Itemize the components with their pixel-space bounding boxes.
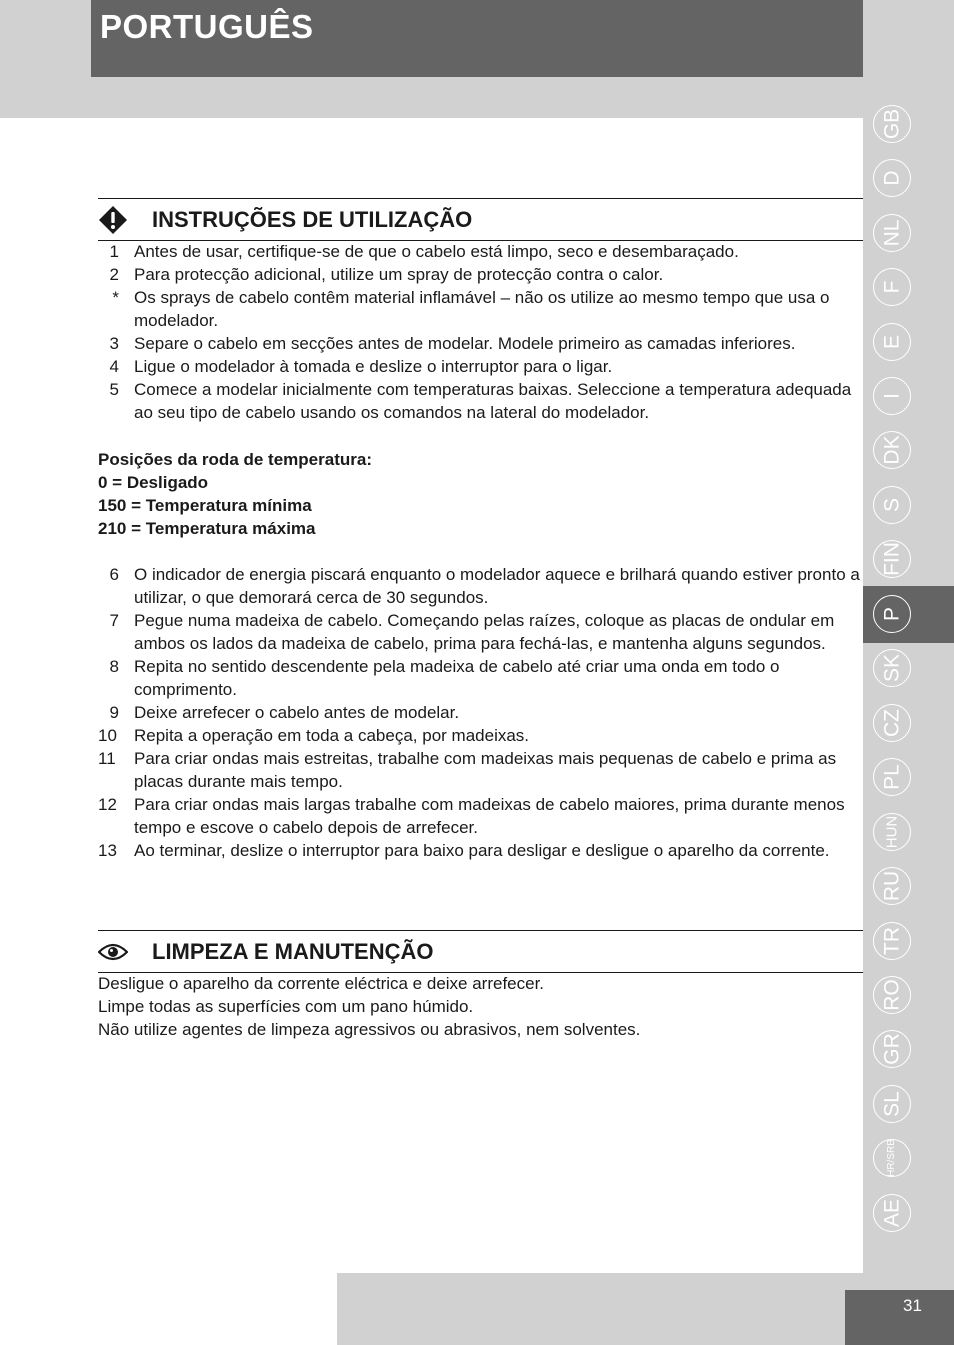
lang-tab-i[interactable] <box>873 377 911 415</box>
temperature-max: 210 = Temperatura máxima <box>98 519 316 538</box>
warning-icon <box>98 205 128 235</box>
eye-icon <box>98 941 128 963</box>
list-item: * Os sprays de cabelo contêm material inflamável – não os utilize ao mesmo tempo que usa o modelador. <box>112 288 830 330</box>
lang-label: E <box>880 334 904 350</box>
cleaning-heading <box>98 939 434 965</box>
lang-label: D <box>880 170 904 186</box>
list-item: 7 Pegue numa madeixa de cabelo. Começando pelas raízes, coloque as placas de ondular em ambos os lados da madeixa de cabelo, prima para fechá-las, e mantenha alguns segundos. <box>109 611 835 653</box>
cleaning-line: Desligue o aparelho da corrente eléctrica e deixe arrefecer. <box>98 974 545 993</box>
list-item: 8 Repita no sentido descendente pela madeixa de cabelo até criar uma onda em todo o comprimento. <box>109 657 780 699</box>
lang-tab-d[interactable] <box>873 159 911 197</box>
lang-tab-s[interactable] <box>873 486 911 524</box>
list-item: 10 Repita a operação em toda a cabeça, por madeixas. <box>98 726 530 745</box>
list-item: 1 Antes de usar, certifique-se de que o cabelo está limpo, seco e desembaraçado. <box>109 242 739 261</box>
lang-tab-ro[interactable] <box>873 976 911 1014</box>
lang-label: RU <box>880 870 904 902</box>
list-item: 11 Para criar ondas mais estreitas, trabalhe com madeixas mais pequenas de cabelo e prima as placas durante mais tempo. <box>98 749 837 791</box>
lang-label: SL <box>880 1091 904 1117</box>
lang-tab-sl[interactable] <box>873 1085 911 1123</box>
temperature-heading: Posições da roda de temperatura: <box>98 450 372 469</box>
lang-tab-ru[interactable] <box>873 867 911 905</box>
lang-tab-gb[interactable] <box>873 105 911 143</box>
cleaning-line: Limpe todas as superfícies com um pano húmido. <box>98 997 474 1016</box>
list-item: 5 Comece a modelar inicialmente com temperaturas baixas. Seleccione a temperatura adequada ao seu tipo de cabelo usando os comandos na lateral do modelador. <box>109 380 852 422</box>
lang-label: I <box>880 393 904 399</box>
instructions-title: INSTRUÇÕES DE UTILIZAÇÃO <box>152 207 473 232</box>
cleaning-text <box>98 972 863 1041</box>
lang-label: DK <box>880 435 904 465</box>
lang-label: HR/SRB <box>886 1139 897 1177</box>
lang-tab-p[interactable] <box>873 595 911 633</box>
list-item: 6 O indicador de energia piscará enquanto o modelador aquece e brilhará quando estiver pronto a utilizar, o que demorará cerca de 30 segundos. <box>109 565 860 607</box>
lang-tab-gr[interactable] <box>873 1030 911 1068</box>
lang-label: RO <box>880 979 904 1011</box>
lang-tab-cz[interactable] <box>873 704 911 742</box>
lang-label: F <box>880 280 904 294</box>
lang-label: AE <box>880 1198 904 1228</box>
lang-label: GR <box>880 1033 904 1065</box>
section-rule-top <box>98 198 863 199</box>
page-title: PORTUGUÊS <box>100 8 314 45</box>
cleaning-line: Não utilize agentes de limpeza agressivos ou abrasivos, nem solventes. <box>98 1020 641 1039</box>
lang-label: S <box>880 497 904 513</box>
list-item: 2 Para protecção adicional, utilize um spray de protecção contra o calor. <box>109 265 664 284</box>
cleaning-title: LIMPEZA E MANUTENÇÃO <box>152 939 434 964</box>
list-item: 9 Deixe arrefecer o cabelo antes de modelar. <box>109 703 460 722</box>
instructions-list-a <box>98 240 863 424</box>
lang-label: HUN <box>883 815 901 849</box>
lang-label: GB <box>880 108 904 140</box>
lang-label: SK <box>880 653 904 683</box>
lang-label: NL <box>880 219 904 247</box>
lang-label: PL <box>880 764 904 790</box>
temperature-off: 0 = Desligado <box>98 473 209 492</box>
lang-tab-hun[interactable] <box>873 813 911 851</box>
lang-tab-f[interactable] <box>873 268 911 306</box>
lang-label: CZ <box>880 709 904 737</box>
list-item: 13 Ao terminar, deslize o interruptor para baixo para desligar e desligue o aparelho da corrente. <box>98 841 830 860</box>
instructions-list-b <box>98 563 863 862</box>
lang-tab-tr[interactable] <box>873 922 911 960</box>
lang-label: FIN <box>880 542 904 576</box>
lang-tab-ae[interactable] <box>873 1194 911 1232</box>
lang-tab-dk[interactable] <box>873 431 911 469</box>
list-item: 3 Separe o cabelo em secções antes de modelar. Modele primeiro as camadas inferiores. <box>109 334 796 353</box>
section-rule-top <box>98 930 863 931</box>
temperature-settings <box>98 448 863 540</box>
list-item: 4 Ligue o modelador à tomada e deslize o interruptor para o ligar. <box>109 357 613 376</box>
bottom-band <box>337 1273 863 1345</box>
instructions-heading <box>98 205 472 235</box>
lang-label: TR <box>880 927 904 955</box>
lang-tab-sk[interactable] <box>873 649 911 687</box>
lang-tab-e[interactable] <box>873 323 911 361</box>
temperature-min: 150 = Temperatura mínima <box>98 496 312 515</box>
lang-label: P <box>880 606 904 622</box>
lang-tab-pl[interactable] <box>873 758 911 796</box>
page-number-box <box>845 1290 954 1345</box>
lang-tab-hr-srb[interactable] <box>873 1139 911 1177</box>
list-item: 12 Para criar ondas mais largas trabalhe com madeixas de cabelo maiores, prima durante menos tempo e escove o cabelo depois de arrefecer. <box>98 795 845 837</box>
lang-tab-nl[interactable] <box>873 214 911 252</box>
lang-tab-fin[interactable] <box>873 540 911 578</box>
page-number: 31 <box>903 1296 922 1315</box>
